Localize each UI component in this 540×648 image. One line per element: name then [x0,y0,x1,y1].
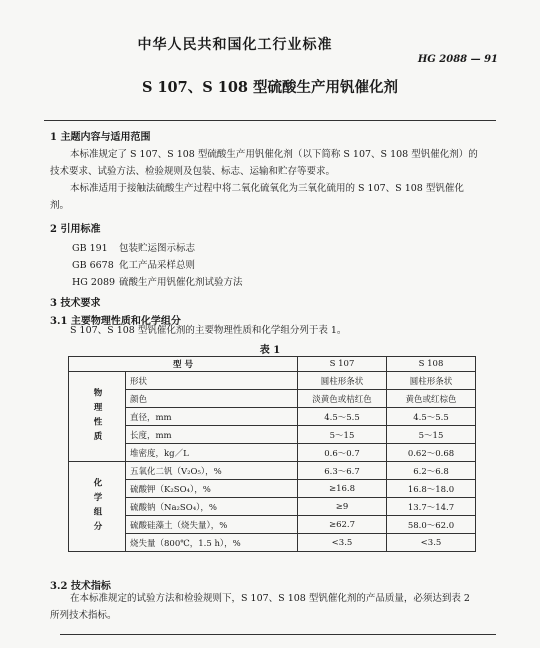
table-cell-name: 形状 [126,372,298,390]
title-divider [44,120,496,121]
section-1-paragraph-2-line-1: 本标准适用于接触法硫酸生产过程中将二氧化硫氧化为三氧化硫用的 S 107、S 108 型钒催化 [70,183,464,194]
table-cell-s107: <3.5 [298,534,387,552]
table-cell-s107: 0.6～0.7 [298,444,387,462]
section-2-heading: 2 引用标准 [50,224,101,235]
table-1 [68,356,476,552]
reference-code: HG 2089 [72,277,116,288]
section-1-paragraph-1-line-2: 技术要求、试验方法、检验规则及包装、标志、运输和贮存等要求。 [50,166,336,177]
section-1-paragraph-2-line-2: 剂。 [50,200,70,211]
table-header-s107: S 107 [298,357,387,372]
table-group-chemical [69,462,126,552]
reference-item [72,257,195,271]
section-3-1-heading: 3.1 主要物理性质和化学组分 [50,316,181,327]
table-row [69,480,476,498]
section-3-2-paragraph [50,590,496,624]
section-1-heading: 1 主题内容与适用范围 [50,132,151,143]
reference-item [72,240,195,254]
table-row [69,516,476,534]
reference-title: 包装贮运图示标志 [119,243,196,254]
reference-code: GB 6678 [72,260,114,271]
section-3-2-line-2: 所列技术指标。 [50,610,117,621]
table-group-label: 物理性质 [92,387,102,446]
table-cell-name: 硫酸硅藻土（烧失量），% [126,516,298,534]
table-cell-s108: 13.7～14.7 [387,498,476,516]
table-row [69,534,476,552]
section-3-2-line-1: 在本标准规定的试验方法和检验规则下，S 107、S 108 型钒催化剂的产品质量，必须达到表 2 [70,593,470,604]
table-cell-s108: <3.5 [387,534,476,552]
table-cell-s107: ≥62.7 [298,516,387,534]
table-header-row [69,357,476,372]
table-cell-name: 硫酸钠（Na₂SO₄），% [126,498,298,516]
table-row [69,426,476,444]
table-caption: 表 1 [259,345,281,356]
table-cell-name: 烧失量（800℃，1.5 h），% [126,534,298,552]
table-cell-name: 五氧化二钒（V₂O₅），% [126,462,298,480]
table-row [69,372,476,390]
table-cell-s108: 黄色或红棕色 [387,390,476,408]
table-group-label: 化学组分 [92,477,102,536]
table-cell-s107: 圆柱形条状 [298,372,387,390]
section-3-2-heading: 3.2 技术指标 [50,581,111,592]
section-1-paragraph-2 [50,180,496,214]
table-row [69,408,476,426]
table-group-physical [69,372,126,462]
reference-title: 硫酸生产用钒催化剂试验方法 [119,277,243,288]
footer-divider [60,634,496,635]
table-row [69,498,476,516]
table-cell-s108: 5～15 [387,426,476,444]
table-row [69,462,476,480]
table-cell-name: 硫酸钾（K₂SO₄），% [126,480,298,498]
table-row [69,390,476,408]
table-cell-s108: 4.5～5.5 [387,408,476,426]
table-cell-s108: 58.0～62.0 [387,516,476,534]
reference-title: 化工产品采样总则 [119,260,196,271]
table-cell-s107: 5～15 [298,426,387,444]
table-row [69,444,476,462]
table-cell-s107: 6.3～6.7 [298,462,387,480]
table-cell-s108: 圆柱形条状 [387,372,476,390]
table-cell-s108: 6.2～6.8 [387,462,476,480]
table-header-s108: S 108 [387,357,476,372]
document-title: S 107、S 108 型硫酸生产用钒催化剂 [141,79,399,96]
table-cell-name: 颜色 [126,390,298,408]
table-cell-s108: 0.62～0.68 [387,444,476,462]
table-cell-name: 长度，mm [126,426,298,444]
reference-code: GB 191 [72,243,108,254]
reference-item [72,274,243,288]
table-cell-s108: 16.8～18.0 [387,480,476,498]
section-1-paragraph-1-line-1: 本标准规定了 S 107、S 108 型硫酸生产用钒催化剂（以下简称 S 107、S 108 型钒催化剂）的 [70,149,478,160]
table-cell-name: 堆密度，kg／L [126,444,298,462]
standard-title: 中华人民共和国化工行业标准 [137,37,333,53]
table-cell-s107: ≥16.8 [298,480,387,498]
section-1-paragraph-1 [50,146,496,180]
section-3-1-text: S 107、S 108 型钒催化剂的主要物理性质和化学组分列于表 1。 [70,325,347,336]
table-cell-name: 直径，mm [126,408,298,426]
section-3-heading: 3 技术要求 [50,298,101,309]
table-cell-s107: 4.5～5.5 [298,408,387,426]
table-cell-s107: ≥9 [298,498,387,516]
standard-code: HG 2088 — 91 [417,54,498,65]
table-header-type: 型 号 [69,357,298,372]
table-cell-s107: 淡黄色或桔红色 [298,390,387,408]
